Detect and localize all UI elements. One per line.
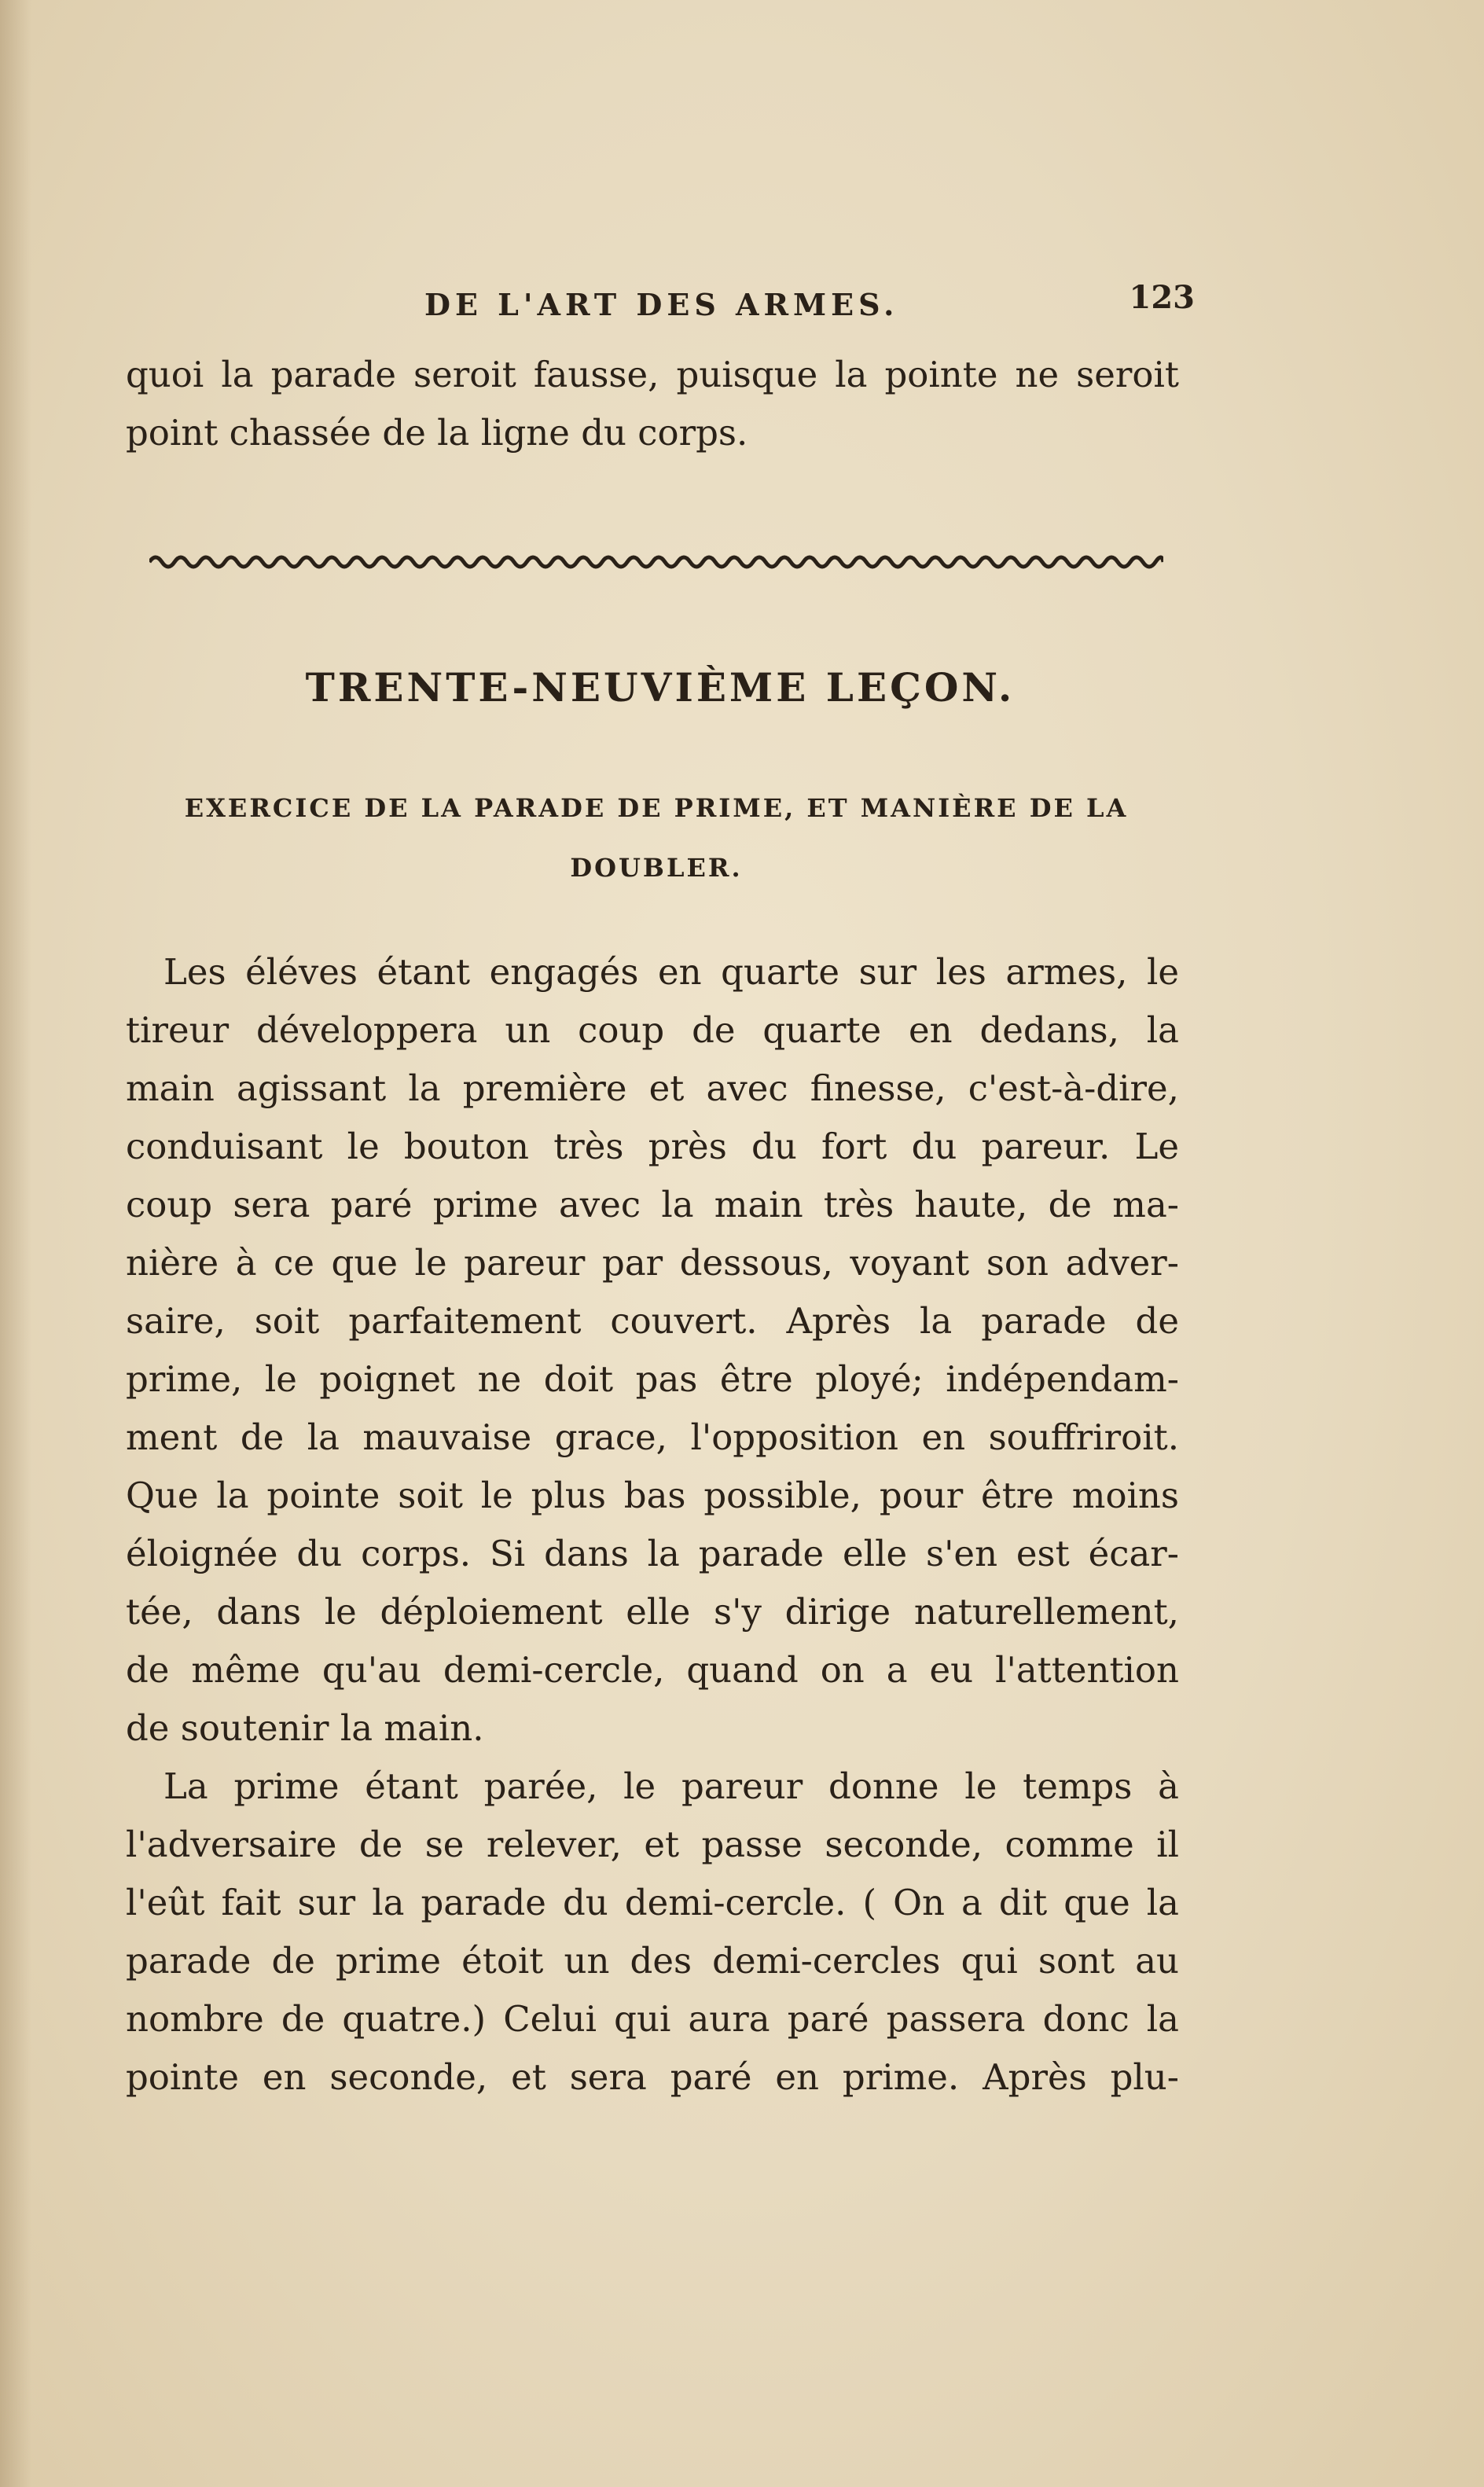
text-line: La prime étant parée, le pareur donne le temps à	[163, 1765, 1179, 1807]
continued-text	[126, 346, 1179, 462]
text-line: nombre de quatre.) Celui qui aura paré passera donc la	[126, 1998, 1179, 2040]
text-line: l'eût fait sur la parade du demi-cercle. ( On a dit que la	[126, 1882, 1179, 1923]
text-line: parade de prime étoit un des demi-cercles qui sont au	[126, 1940, 1179, 1982]
text-line: de soutenir la main.	[126, 1707, 484, 1749]
body-text	[126, 943, 1179, 2107]
text-line: tée, dans le déploiement elle s'y dirige naturellement,	[126, 1591, 1179, 1633]
page-edge-shadow	[0, 0, 31, 2487]
text-line: quoi la parade seroit fausse, puisque la pointe ne seroit	[126, 354, 1179, 395]
page-number: 123	[1129, 279, 1195, 316]
paragraph	[126, 1758, 1179, 2107]
text-line: Que la pointe soit le plus bas possible, pour être moins	[126, 1475, 1179, 1516]
wavy-divider	[149, 550, 1163, 574]
text-line: pointe en seconde, et sera paré en prime. Après plu-	[126, 2056, 1179, 2098]
text-line: Les éléves étant engagés en quarte sur les armes, le	[163, 951, 1179, 993]
chapter-subtitle	[157, 778, 1155, 898]
text-line: éloignée du corps. Si dans la parade elle s'en est écar-	[126, 1533, 1179, 1574]
text-line: saire, soit parfaitement couvert. Après la parade de	[126, 1300, 1179, 1342]
text-line: conduisant le bouton très près du fort du pareur. Le	[126, 1126, 1179, 1167]
text-line: prime, le poignet ne doit pas être ployé; indépendam-	[126, 1358, 1179, 1400]
text-line: de même qu'au demi-cercle, quand on a eu l'attention	[126, 1649, 1179, 1691]
text-line: coup sera paré prime avec la main très haute, de ma-	[126, 1184, 1179, 1225]
text-line: nière à ce que le pareur par dessous, voyant son adver-	[126, 1242, 1179, 1284]
running-head	[126, 279, 1195, 334]
text-line: point chassée de la ligne du corps.	[126, 412, 748, 454]
chapter-title: TRENTE-NEUVIÈME LEÇON.	[305, 664, 1016, 711]
text-line: ment de la mauvaise grace, l'opposition en souffriroit.	[126, 1416, 1179, 1458]
text-line: tireur développera un coup de quarte en dedans, la	[126, 1009, 1179, 1051]
text-line: l'adversaire de se relever, et passe seconde, comme il	[126, 1824, 1179, 1865]
running-title: DE L'ART DES ARMES.	[424, 287, 899, 322]
subtitle-line: EXERCICE DE LA PARADE DE PRIME, ET MANIÈRE DE LA	[184, 793, 1129, 823]
text-line: main agissant la première et avec finesse, c'est-à-dire,	[126, 1067, 1179, 1109]
subtitle-line: DOUBLER.	[570, 853, 743, 883]
paragraph	[126, 943, 1179, 1758]
